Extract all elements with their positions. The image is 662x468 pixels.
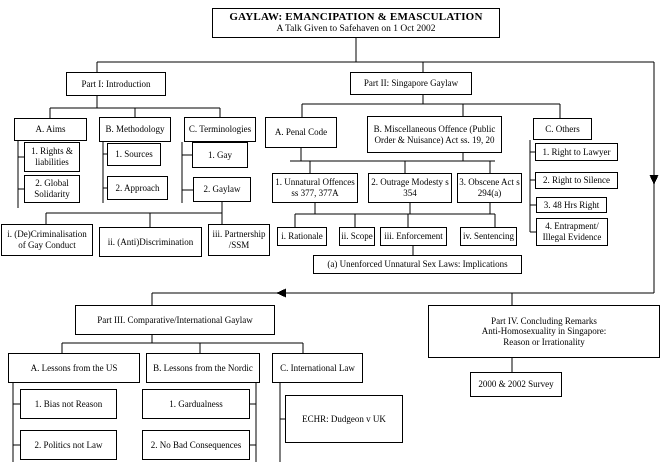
- node-entrapment: 4. Entrapment/ Illegal Evidence: [536, 218, 608, 246]
- node-survey: 2000 & 2002 Survey: [470, 372, 562, 397]
- node-gay: 1. Gay: [192, 142, 248, 168]
- node-right-to-silence: 2. Right to Silence: [535, 172, 618, 189]
- node-obscene-act: 3. Obscene Act s 294(a): [457, 173, 522, 203]
- node-part2: Part II: Singapore Gaylaw: [350, 72, 472, 95]
- node-part1: Part I: Introduction: [66, 72, 166, 96]
- arrow-left-icon: [276, 289, 286, 298]
- node-unnatural-offences: 1. Unnatural Offences ss 377, 377A: [272, 173, 358, 203]
- node-aims: A. Aims: [14, 118, 87, 141]
- node-methodology: B. Methodology: [99, 117, 171, 142]
- node-no-bad-consequences: 2. No Bad Consequences: [142, 430, 250, 460]
- node-part4: [428, 305, 660, 358]
- node-international-law: C. International Law: [272, 353, 363, 383]
- node-lessons-nordic: B. Lessons from the Nordic: [146, 353, 260, 383]
- node-48-hrs-right: 3. 48 Hrs Right: [536, 197, 607, 213]
- node-misc-offence-act: B. Miscellaneous Offence (Public Order & Nuisance) Act ss. 19, 20: [367, 116, 502, 153]
- node-gaylaw: 2. Gaylaw: [193, 177, 251, 202]
- node-bias-not-reason: 1. Bias not Reason: [20, 389, 117, 419]
- node-gardualness: 1. Gardualness: [142, 389, 250, 419]
- node-terminologies: C. Terminologies: [184, 117, 256, 142]
- node-rationale: i. Rationale: [277, 227, 327, 246]
- node-unenforced-laws-note: (a) Unenforced Unnatural Sex Laws: Implications: [313, 255, 522, 274]
- node-rights-liabilities: 1. Rights & liabilities: [24, 142, 80, 172]
- title-line1: GAYLAW: EMANCIPATION & EMASCULATION: [229, 10, 483, 23]
- node-global-solidarity: 2. Global Solidarity: [24, 175, 80, 203]
- node-approach: 2. Approach: [107, 176, 168, 200]
- title-line2: A Talk Given to Safehaven on 1 Oct 2002: [276, 23, 436, 34]
- node-partnership-ssm: iii. Partnership /SSM: [208, 224, 270, 256]
- node-echr-dudgeon: ECHR: Dudgeon v UK: [285, 395, 403, 443]
- node-antidiscrimination: ii. (Anti)Discrimination: [99, 227, 202, 257]
- node-outrage-modesty: 2. Outrage Modesty s 354: [368, 173, 452, 203]
- node-penal-code: A. Penal Code: [265, 117, 337, 148]
- node-politics-not-law: 2. Politics not Law: [20, 430, 117, 460]
- node-lessons-us: A. Lessons from the US: [8, 353, 140, 383]
- arrow-down-icon: [650, 175, 659, 185]
- node-part3: Part III. Comparative/International Gaylaw: [75, 305, 275, 335]
- node-sources: 1. Sources: [107, 143, 161, 166]
- node-sentencing: iv. Sentencing: [460, 227, 517, 246]
- part4-line2: Anti-Homosexuality in Singapore:: [481, 326, 607, 337]
- node-decriminalisation: i. (De)Criminalisation of Gay Conduct: [1, 224, 93, 256]
- part4-line1: Part IV. Concluding Remarks: [491, 315, 597, 326]
- node-others: C. Others: [533, 118, 592, 140]
- node-enforcement: iii. Enforcement: [380, 227, 447, 246]
- node-right-to-lawyer: 1. Right to Lawyer: [535, 143, 618, 161]
- node-scope: ii. Scope: [339, 227, 375, 246]
- part4-line3: Reason or Irrationality: [503, 336, 585, 347]
- title-box: [212, 8, 500, 38]
